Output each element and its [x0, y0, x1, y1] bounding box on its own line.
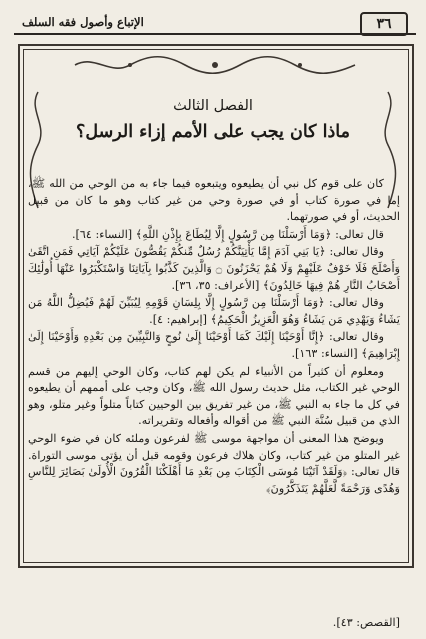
book-title: الإتباع وأصول فقه السلف [22, 15, 144, 29]
paragraph: كان على قوم كل نبي أن يطيعوه ويتبعوه فيما جاء به من الوحي من الله ﷺ، إما في صورة كتاب أو في صورة وحي من غير كتاب وهو ما كان من قبيل الحديث، أو في صورتهما. [28, 177, 400, 224]
paragraph: ويوضح هذا المعنى أن مواجهة موسى ﷺ لفرعون وملئه كان في ضوء الوحي غير المتلو من غير كتاب، وكان هلاك فرعون وقومه قبل أن يؤتى موسى التوراة. قال تعالى: ﴿وَلَقَدْ آتَيْنَا مُوسَى الْكِتَابَ مِن بَعْدِ مَا أَهْلَكْنَا الْقُرُونَ الْأُولَىٰ بَصَائِرَ لِلنَّاسِ وَهُدًى وَرَحْمَةً لَّعَلَّهُمْ يَتَذَكَّرُونَ﴾ [28, 431, 400, 495]
paragraph: ومعلوم أن كثيراً من الأنبياء لم يكن لهم كتاب، وكان الوحي إليهم من قسم الوحي غير الكتاب، مثل حديث رسول الله ﷺ، وكان وجب على أممهم أن يطيعوه في كل ما جاء به النبي ﷺ، من غير تفريق بين الوحيين كتاباً متلواً وغير متلو، وهو الذي من قبيل سُنَّة النبي ﷺ من أقواله وأفعاله وتقريراته. [28, 364, 400, 428]
paragraph: وقال تعالى: ﴿يَا بَنِي آدَمَ إِمَّا يَأْتِيَنَّكُمْ رُسُلٌ مِّنكُمْ يَقُصُّونَ عَلَيْكُمْ آيَاتِي فَمَنِ اتَّقَىٰ وَأَصْلَحَ فَلَا خَوْفٌ عَلَيْهِمْ وَلَا هُمْ يَحْزَنُونَ ۝ وَالَّذِينَ كَذَّبُوا بِآيَاتِنَا وَاسْتَكْبَرُوا عَنْهَا أُولَٰئِكَ أَصْحَابُ النَّارِ هُمْ فِيهَا خَالِدُونَ﴾ [الأعراف: ٣٥، ٣٦]. [28, 245, 400, 292]
running-header [14, 13, 416, 35]
header-rule [14, 33, 416, 35]
top-ornament-icon [70, 54, 360, 76]
chapter-title: ماذا كان يجب على الأمم إزاء الرسل؟ [76, 122, 350, 142]
body-text [28, 176, 400, 498]
verse-reference: [القصص: ٤٣]. [332, 616, 400, 629]
chapter-label: الفصل الثالث [173, 98, 253, 114]
paragraph: وقال تعالى: ﴿إِنَّا أَوْحَيْنَا إِلَيْكَ كَمَا أَوْحَيْنَا إِلَىٰ نُوحٍ وَالنَّبِيِّينَ مِن بَعْدِهِ وَأَوْحَيْنَا إِلَىٰ إِبْرَاهِيمَ﴾ [النساء: ١٦٣]. [28, 330, 400, 360]
page-number: ٣٦ [360, 12, 408, 36]
paragraph: وقال تعالى: ﴿وَمَا أَرْسَلْنَا مِن رَّسُولٍ إِلَّا بِلِسَانِ قَوْمِهِ لِيُبَيِّنَ لَهُمْ فَيُضِلُّ اللَّهُ مَن يَشَاءُ وَيَهْدِي مَن يَشَاءُ وَهُوَ الْعَزِيزُ الْحَكِيمُ﴾ [إبراهيم: ٤]. [28, 296, 400, 326]
paragraph: قال تعالى: ﴿وَمَا أَرْسَلْنَا مِن رَّسُولٍ إِلَّا لِيُطَاعَ بِإِذْنِ اللَّهِ﴾ [النساء: ٦٤]. [71, 227, 384, 241]
